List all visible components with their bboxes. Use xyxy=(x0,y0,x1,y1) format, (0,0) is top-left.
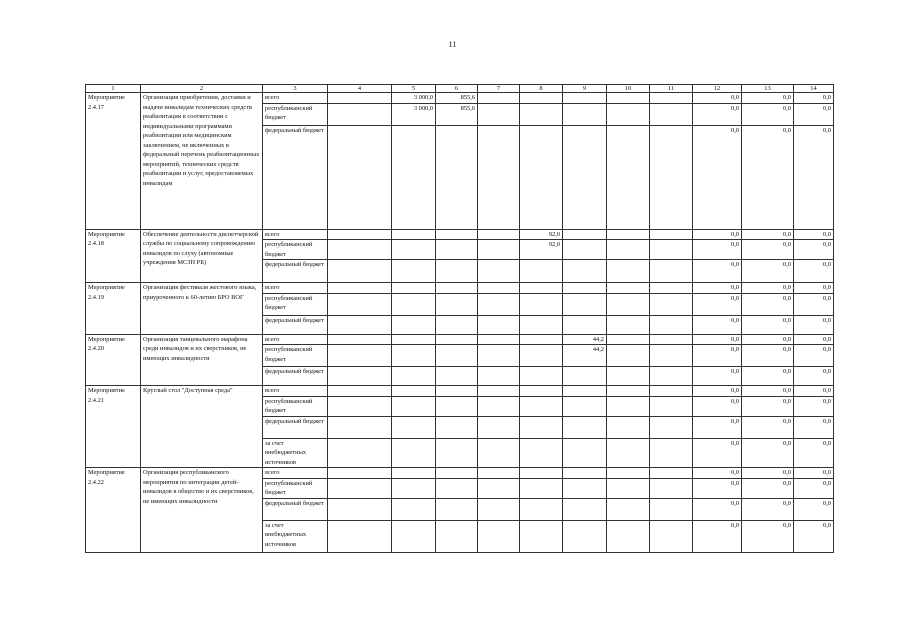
value-cell: 0,0 xyxy=(693,438,742,468)
value-cell xyxy=(436,229,478,240)
value-cell xyxy=(478,260,520,283)
value-cell xyxy=(520,260,563,283)
value-cell: 0,0 xyxy=(742,396,794,416)
value-cell xyxy=(607,103,650,125)
value-cell xyxy=(478,103,520,125)
measure-title: Обеспечение деятельности диспетчерской службы по социальному сопровождению инвалидов по слуху (автономные учреждения МСЗН РБ) xyxy=(141,229,263,283)
value-cell: 0,0 xyxy=(794,367,834,386)
value-cell xyxy=(392,293,436,315)
funding-source: всего xyxy=(263,386,328,397)
value-cell: 92,0 xyxy=(520,240,563,260)
value-cell xyxy=(607,260,650,283)
value-cell xyxy=(392,478,436,498)
value-cell xyxy=(607,520,650,552)
value-cell: 0,0 xyxy=(794,416,834,438)
value-cell xyxy=(478,334,520,345)
funding-source: республиканский бюджет xyxy=(263,478,328,498)
value-cell xyxy=(650,125,693,229)
value-cell xyxy=(436,367,478,386)
value-cell: 0,0 xyxy=(693,315,742,334)
value-cell xyxy=(563,240,607,260)
value-cell xyxy=(650,260,693,283)
value-cell xyxy=(436,478,478,498)
value-cell xyxy=(392,367,436,386)
value-cell xyxy=(520,396,563,416)
value-cell xyxy=(328,293,392,315)
value-cell xyxy=(650,293,693,315)
value-cell xyxy=(607,367,650,386)
funding-source: федеральный бюджет xyxy=(263,315,328,334)
value-cell xyxy=(650,229,693,240)
value-cell: 0,0 xyxy=(794,125,834,229)
value-cell xyxy=(328,103,392,125)
value-cell xyxy=(478,367,520,386)
value-cell xyxy=(607,283,650,294)
measure-code: Мероприятие 2.4.20 xyxy=(86,334,141,386)
value-cell xyxy=(328,260,392,283)
column-header: 10 xyxy=(607,85,650,93)
value-cell xyxy=(436,416,478,438)
funding-source: федеральный бюджет xyxy=(263,367,328,386)
value-cell xyxy=(607,293,650,315)
value-cell xyxy=(478,125,520,229)
value-cell xyxy=(520,416,563,438)
value-cell: 0,0 xyxy=(693,478,742,498)
value-cell xyxy=(478,240,520,260)
value-cell xyxy=(520,315,563,334)
column-header: 9 xyxy=(563,85,607,93)
column-header: 4 xyxy=(328,85,392,93)
value-cell: 0,0 xyxy=(742,386,794,397)
budget-table xyxy=(85,84,834,553)
value-cell xyxy=(328,520,392,552)
value-cell xyxy=(478,93,520,104)
value-cell xyxy=(392,334,436,345)
value-cell xyxy=(478,283,520,294)
value-cell xyxy=(328,396,392,416)
value-cell: 0,0 xyxy=(742,468,794,479)
funding-source: республиканский бюджет xyxy=(263,103,328,125)
value-cell xyxy=(607,468,650,479)
value-cell: 0,0 xyxy=(742,520,794,552)
table-body xyxy=(86,85,834,553)
value-cell xyxy=(478,416,520,438)
value-cell: 855,6 xyxy=(436,93,478,104)
value-cell xyxy=(650,103,693,125)
value-cell xyxy=(436,125,478,229)
funding-source: за счет внебюджетных источников xyxy=(263,520,328,552)
value-cell xyxy=(392,416,436,438)
value-cell xyxy=(520,478,563,498)
column-header: 8 xyxy=(520,85,563,93)
value-cell: 0,0 xyxy=(742,103,794,125)
value-cell: 0,0 xyxy=(693,103,742,125)
value-cell xyxy=(563,260,607,283)
value-cell: 0,0 xyxy=(794,93,834,104)
value-cell xyxy=(650,240,693,260)
value-cell: 0,0 xyxy=(693,93,742,104)
value-cell xyxy=(392,315,436,334)
value-cell: 0,0 xyxy=(693,240,742,260)
value-cell xyxy=(436,468,478,479)
column-header: 14 xyxy=(794,85,834,93)
value-cell xyxy=(520,367,563,386)
value-cell xyxy=(563,498,607,520)
value-cell xyxy=(436,260,478,283)
value-cell: 0,0 xyxy=(693,283,742,294)
value-cell: 0,0 xyxy=(693,260,742,283)
funding-source: за счет внебюджетных источников xyxy=(263,438,328,468)
value-cell xyxy=(392,396,436,416)
value-cell: 0,0 xyxy=(794,315,834,334)
value-cell: 0,0 xyxy=(742,229,794,240)
value-cell: 0,0 xyxy=(794,396,834,416)
value-cell xyxy=(563,315,607,334)
value-cell: 0,0 xyxy=(794,520,834,552)
value-cell xyxy=(436,315,478,334)
value-cell: 0,0 xyxy=(794,345,834,367)
value-cell xyxy=(436,438,478,468)
value-cell: 0,0 xyxy=(693,334,742,345)
value-cell xyxy=(478,345,520,367)
value-cell xyxy=(563,468,607,479)
measure-title: Организация республиканского мероприятия по интеграции детей-инвалидов в общество и их сверстников, не имеющих инвалидности xyxy=(141,468,263,553)
value-cell xyxy=(607,345,650,367)
value-cell xyxy=(563,229,607,240)
value-cell xyxy=(478,438,520,468)
value-cell xyxy=(392,125,436,229)
value-cell: 0,0 xyxy=(693,416,742,438)
value-cell xyxy=(478,396,520,416)
measure-title: Организация приобретения, доставки и выдачи инвалидам технических средств реабилитации в соответствии с индивидуальными программами реабилитации или медицинским заключением, не включенных в федеральный перечень реабилитационных мероприятий, технических средств реабилитации и услуг, предоставляемых инвалидам xyxy=(141,93,263,230)
value-cell xyxy=(328,438,392,468)
value-cell: 0,0 xyxy=(742,260,794,283)
value-cell xyxy=(478,478,520,498)
value-cell: 0,0 xyxy=(794,468,834,479)
header-row xyxy=(86,85,834,93)
value-cell xyxy=(520,125,563,229)
value-cell: 44,2 xyxy=(563,334,607,345)
funding-source: всего xyxy=(263,468,328,479)
column-header: 13 xyxy=(742,85,794,93)
value-cell xyxy=(563,125,607,229)
column-header: 1 xyxy=(86,85,141,93)
value-cell xyxy=(392,283,436,294)
value-cell xyxy=(392,498,436,520)
measure-title: Организация танцевального марафона среди инвалидов и их сверстников, не имеющих инвалидности xyxy=(141,334,263,386)
value-cell xyxy=(478,468,520,479)
table-row xyxy=(86,229,834,240)
value-cell xyxy=(650,93,693,104)
column-header: 6 xyxy=(436,85,478,93)
value-cell xyxy=(478,293,520,315)
funding-source: республиканский бюджет xyxy=(263,345,328,367)
value-cell xyxy=(520,438,563,468)
value-cell xyxy=(436,498,478,520)
value-cell xyxy=(392,520,436,552)
value-cell xyxy=(328,468,392,479)
funding-source: всего xyxy=(263,229,328,240)
value-cell: 0,0 xyxy=(742,345,794,367)
funding-source: всего xyxy=(263,334,328,345)
value-cell xyxy=(650,367,693,386)
value-cell xyxy=(520,468,563,479)
value-cell xyxy=(478,315,520,334)
measure-code: Мероприятие 2.4.19 xyxy=(86,283,141,335)
value-cell xyxy=(392,240,436,260)
value-cell xyxy=(478,386,520,397)
value-cell xyxy=(520,93,563,104)
value-cell xyxy=(392,260,436,283)
funding-source: республиканский бюджет xyxy=(263,396,328,416)
value-cell: 0,0 xyxy=(693,345,742,367)
value-cell xyxy=(520,103,563,125)
value-cell xyxy=(392,386,436,397)
value-cell xyxy=(436,520,478,552)
value-cell: 0,0 xyxy=(693,386,742,397)
value-cell xyxy=(563,438,607,468)
measure-title: Круглый стол "Доступная среда" xyxy=(141,386,263,468)
value-cell xyxy=(650,520,693,552)
value-cell: 92,0 xyxy=(520,229,563,240)
column-header: 5 xyxy=(392,85,436,93)
value-cell: 44,2 xyxy=(563,345,607,367)
funding-source: всего xyxy=(263,283,328,294)
value-cell xyxy=(520,283,563,294)
value-cell xyxy=(650,345,693,367)
value-cell xyxy=(328,367,392,386)
value-cell xyxy=(607,396,650,416)
value-cell xyxy=(607,498,650,520)
value-cell: 0,0 xyxy=(693,468,742,479)
value-cell: 3 000,0 xyxy=(392,103,436,125)
value-cell xyxy=(328,478,392,498)
value-cell xyxy=(392,345,436,367)
value-cell: 0,0 xyxy=(742,125,794,229)
value-cell xyxy=(520,334,563,345)
value-cell: 0,0 xyxy=(742,240,794,260)
value-cell xyxy=(607,315,650,334)
value-cell xyxy=(563,367,607,386)
value-cell: 0,0 xyxy=(693,125,742,229)
value-cell xyxy=(563,93,607,104)
value-cell xyxy=(392,468,436,479)
value-cell: 0,0 xyxy=(742,315,794,334)
measure-code: Мероприятие 2.4.17 xyxy=(86,93,141,230)
value-cell xyxy=(328,315,392,334)
value-cell xyxy=(650,468,693,479)
measure-code: Мероприятие 2.4.18 xyxy=(86,229,141,283)
value-cell: 0,0 xyxy=(794,103,834,125)
value-cell xyxy=(436,334,478,345)
value-cell xyxy=(436,386,478,397)
value-cell: 0,0 xyxy=(693,396,742,416)
value-cell xyxy=(436,283,478,294)
value-cell xyxy=(520,293,563,315)
value-cell: 0,0 xyxy=(794,334,834,345)
value-cell xyxy=(436,240,478,260)
value-cell xyxy=(328,334,392,345)
value-cell: 0,0 xyxy=(742,478,794,498)
page-number: 11 xyxy=(448,40,457,49)
value-cell xyxy=(328,240,392,260)
value-cell xyxy=(328,386,392,397)
value-cell: 855,6 xyxy=(436,103,478,125)
value-cell xyxy=(328,229,392,240)
value-cell: 0,0 xyxy=(794,260,834,283)
value-cell xyxy=(328,416,392,438)
value-cell xyxy=(650,315,693,334)
value-cell xyxy=(650,283,693,294)
value-cell: 0,0 xyxy=(742,283,794,294)
table-row xyxy=(86,468,834,479)
value-cell: 0,0 xyxy=(794,498,834,520)
value-cell xyxy=(478,520,520,552)
value-cell xyxy=(563,103,607,125)
value-cell: 0,0 xyxy=(794,240,834,260)
value-cell: 0,0 xyxy=(794,386,834,397)
value-cell xyxy=(328,125,392,229)
value-cell xyxy=(436,345,478,367)
value-cell: 0,0 xyxy=(693,367,742,386)
value-cell: 0,0 xyxy=(794,438,834,468)
value-cell xyxy=(607,438,650,468)
column-header: 2 xyxy=(141,85,263,93)
value-cell: 3 000,0 xyxy=(392,93,436,104)
value-cell xyxy=(563,293,607,315)
value-cell: 0,0 xyxy=(742,93,794,104)
value-cell xyxy=(607,125,650,229)
value-cell xyxy=(328,93,392,104)
measure-code: Мероприятие 2.4.21 xyxy=(86,386,141,468)
value-cell: 0,0 xyxy=(693,498,742,520)
value-cell xyxy=(520,498,563,520)
value-cell: 0,0 xyxy=(794,283,834,294)
value-cell: 0,0 xyxy=(742,498,794,520)
funding-source: всего xyxy=(263,93,328,104)
funding-source: республиканский бюджет xyxy=(263,240,328,260)
value-cell: 0,0 xyxy=(742,367,794,386)
value-cell xyxy=(607,334,650,345)
value-cell xyxy=(478,498,520,520)
value-cell xyxy=(563,283,607,294)
value-cell: 0,0 xyxy=(794,229,834,240)
value-cell xyxy=(392,229,436,240)
value-cell xyxy=(436,396,478,416)
value-cell xyxy=(563,386,607,397)
value-cell: 0,0 xyxy=(742,416,794,438)
value-cell: 0,0 xyxy=(693,229,742,240)
value-cell xyxy=(520,520,563,552)
value-cell xyxy=(607,386,650,397)
value-cell xyxy=(563,416,607,438)
funding-source: федеральный бюджет xyxy=(263,125,328,229)
value-cell xyxy=(650,438,693,468)
column-header: 11 xyxy=(650,85,693,93)
column-header: 12 xyxy=(693,85,742,93)
funding-source: федеральный бюджет xyxy=(263,498,328,520)
table-row xyxy=(86,386,834,397)
value-cell: 0,0 xyxy=(693,293,742,315)
value-cell xyxy=(607,229,650,240)
value-cell xyxy=(650,416,693,438)
funding-source: федеральный бюджет xyxy=(263,416,328,438)
value-cell xyxy=(563,478,607,498)
table-row xyxy=(86,93,834,104)
value-cell xyxy=(607,93,650,104)
value-cell: 0,0 xyxy=(693,520,742,552)
column-header: 7 xyxy=(478,85,520,93)
table-row xyxy=(86,334,834,345)
column-header: 3 xyxy=(263,85,328,93)
value-cell xyxy=(607,240,650,260)
value-cell xyxy=(328,345,392,367)
measure-title: Организация фестиваля жестового языка, приуроченного к 60-летию БРО ВОГ xyxy=(141,283,263,335)
value-cell: 0,0 xyxy=(794,293,834,315)
value-cell: 0,0 xyxy=(742,438,794,468)
value-cell xyxy=(563,396,607,416)
value-cell xyxy=(328,498,392,520)
value-cell xyxy=(650,478,693,498)
value-cell xyxy=(520,345,563,367)
value-cell xyxy=(607,416,650,438)
value-cell xyxy=(650,386,693,397)
funding-source: республиканский бюджет xyxy=(263,293,328,315)
measure-code: Мероприятие 2.4.22 xyxy=(86,468,141,553)
value-cell: 0,0 xyxy=(794,478,834,498)
value-cell xyxy=(650,498,693,520)
value-cell xyxy=(328,283,392,294)
value-cell xyxy=(650,396,693,416)
value-cell: 0,0 xyxy=(742,293,794,315)
table-row xyxy=(86,283,834,294)
value-cell xyxy=(436,293,478,315)
value-cell xyxy=(607,478,650,498)
value-cell xyxy=(650,334,693,345)
funding-source: федеральный бюджет xyxy=(263,260,328,283)
value-cell xyxy=(478,229,520,240)
value-cell xyxy=(520,386,563,397)
value-cell xyxy=(563,520,607,552)
value-cell: 0,0 xyxy=(742,334,794,345)
value-cell xyxy=(392,438,436,468)
